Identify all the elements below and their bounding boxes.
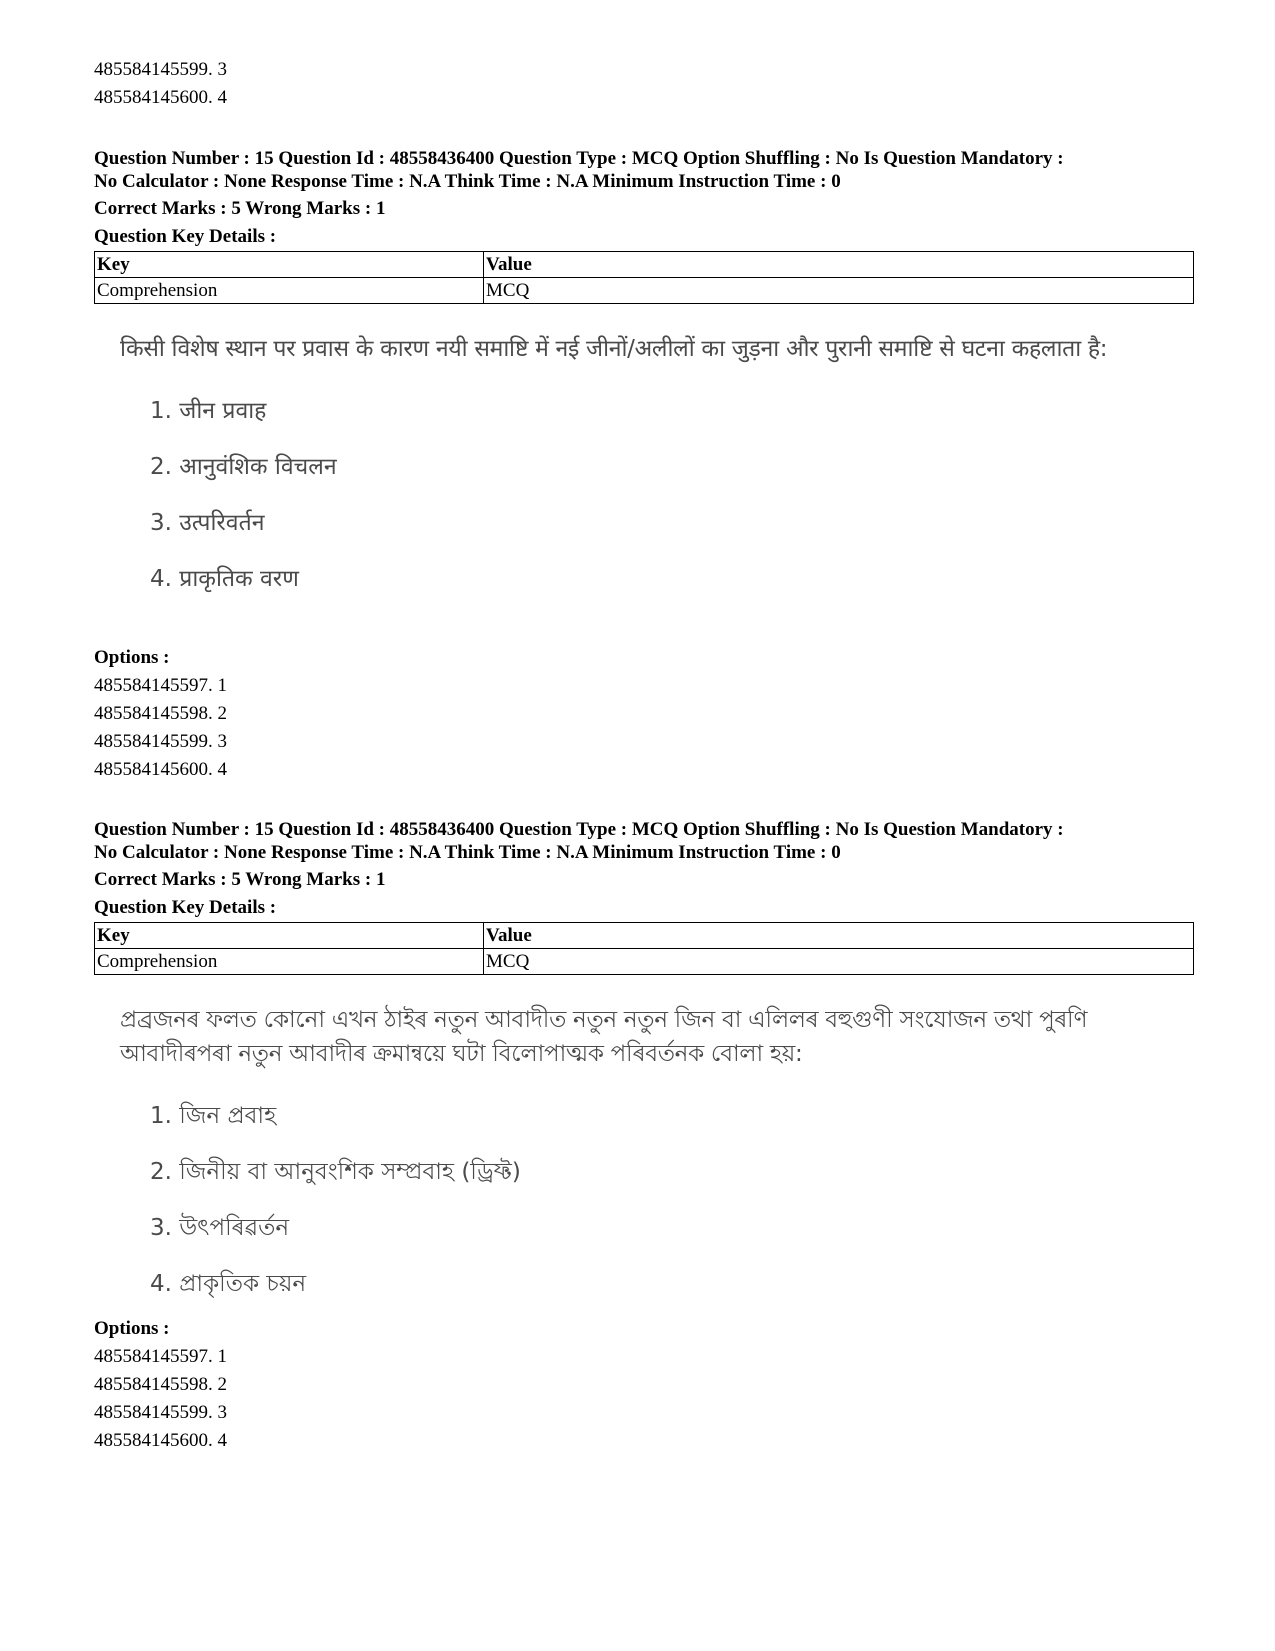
question-text: প্ৰব্ৰজনৰ ফলত কোনো এখন ঠাইৰ নতুন আবাদীত নতুন নতুন জিন বা এলিলৰ বহুগুণী সংযোজন তথা পুৰণি আবাদীৰপৰা নতুন আবাদীৰ ক্ৰমান্বয়ে ঘটা বিলোপাত্মক পৰিবৰ্তনক বোলা হয়: [120, 1007, 1088, 1067]
marks-line: Correct Marks : 5 Wrong Marks : 1 [94, 198, 386, 219]
question-option: 2. आनुवंशिक विचलन [150, 454, 337, 480]
table-row [95, 949, 1194, 975]
table-header-value: Value [484, 923, 1194, 949]
table-header-key: Key [95, 252, 484, 278]
option-item: 485584145597. 1 [94, 1346, 227, 1367]
key-details-label: Question Key Details : [94, 226, 277, 247]
key-details-label: Question Key Details : [94, 897, 277, 918]
table-row [95, 278, 1194, 304]
options-section-2 [94, 1315, 227, 1455]
question-option: 1. জিন প্ৰবাহ [150, 1103, 277, 1129]
question-text: किसी विशेष स्थान पर प्रवास के कारण नयी समाष्टि में नई जीनों/अलीलों का जुड़ना और पुरानी समाष्टि से घटना कहलाता है: [120, 336, 1108, 362]
table-cell-value: MCQ [484, 949, 1194, 975]
option-item: 485584145598. 2 [94, 703, 227, 724]
option-item: 485584145599. 3 [94, 59, 227, 80]
question-header-line-1: Question Number : 15 Question Id : 48558436400 Question Type : MCQ Option Shuffling : No Is Question Mandatory : [94, 819, 1064, 840]
key-details-table [94, 251, 1194, 304]
marks-line: Correct Marks : 5 Wrong Marks : 1 [94, 869, 386, 890]
option-item: 485584145599. 3 [94, 1402, 227, 1423]
option-item: 485584145599. 3 [94, 731, 227, 752]
question-option: 3. उत्परिवर्तन [150, 510, 265, 536]
key-details-table [94, 922, 1194, 975]
table-header-value: Value [484, 252, 1194, 278]
top-options-list [94, 56, 227, 112]
question-block-2 [94, 818, 1194, 1299]
option-item: 485584145598. 2 [94, 1374, 227, 1395]
question-block-1 [94, 147, 1194, 594]
question-header-line-2: No Calculator : None Response Time : N.A Think Time : N.A Minimum Instruction Time : 0 [94, 842, 841, 863]
table-header-row [95, 923, 1194, 949]
options-section-1 [94, 644, 227, 784]
question-header-line-1: Question Number : 15 Question Id : 48558436400 Question Type : MCQ Option Shuffling : No Is Question Mandatory : [94, 148, 1064, 169]
question-header-line-2: No Calculator : None Response Time : N.A Think Time : N.A Minimum Instruction Time : 0 [94, 171, 841, 192]
table-header-row [95, 252, 1194, 278]
table-cell-value: MCQ [484, 278, 1194, 304]
question-option: 3. উৎপৰিৱৰ্তন [150, 1215, 290, 1241]
options-label: Options : [94, 647, 170, 668]
table-cell-key: Comprehension [95, 278, 484, 304]
option-item: 485584145597. 1 [94, 675, 227, 696]
question-image [94, 332, 1194, 594]
option-item: 485584145600. 4 [94, 87, 227, 108]
table-header-key: Key [95, 923, 484, 949]
option-item: 485584145600. 4 [94, 759, 227, 780]
question-option: 4. प्राकृतिक वरण [150, 566, 299, 592]
option-item: 485584145600. 4 [94, 1430, 227, 1451]
question-option: 4. প্ৰাকৃতিক চয়ন [150, 1271, 307, 1297]
question-option: 2. জিনীয় বা আনুবংশিক সম্প্ৰবাহ (ড্ৰিফ্ট) [150, 1159, 521, 1185]
question-image [94, 1003, 1194, 1299]
table-cell-key: Comprehension [95, 949, 484, 975]
options-label: Options : [94, 1318, 170, 1339]
question-option: 1. जीन प्रवाह [150, 398, 267, 424]
